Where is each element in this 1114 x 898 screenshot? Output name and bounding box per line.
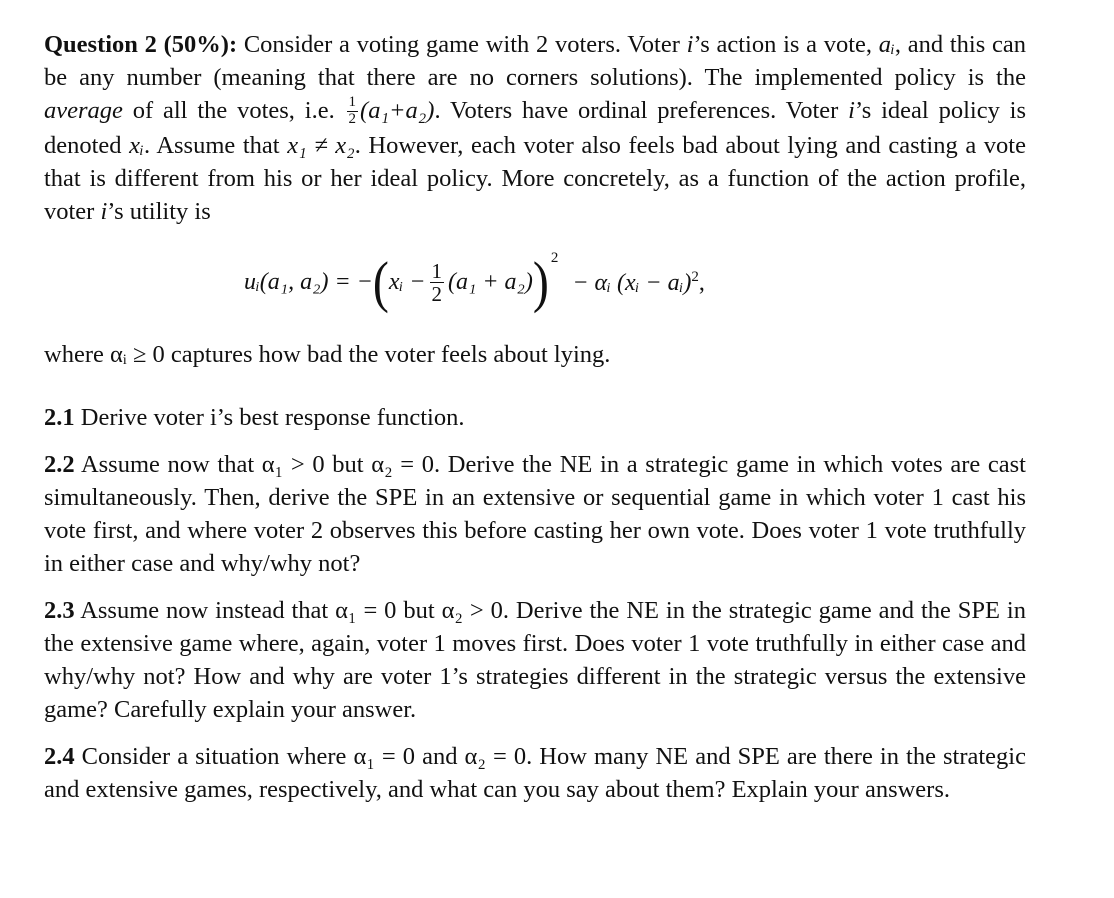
- eq-frac-den: 2: [431, 282, 442, 307]
- math-a-i: aᵢ: [878, 31, 895, 58]
- eq-rhs-text: − αᵢ (xᵢ − aᵢ): [572, 269, 692, 296]
- part-2-2: [44, 448, 1026, 580]
- part-number: 2.3: [44, 596, 75, 624]
- utility-equation: [44, 228, 1026, 338]
- intro-text-8: . However, each voter also feels bad about lying and casting a vote that is different from his or her ideal policy. More concretely, as a function of the action profile, voter: [44, 131, 1026, 225]
- math-x-neq: x₁ ≠ x₂: [287, 131, 355, 159]
- eq-fraction: [430, 260, 445, 305]
- eq-open-paren: (: [372, 250, 389, 314]
- part-text: Assume now instead that α₁ = 0 but α₂ > 0. Derive the NE in the strategic game and the SPE in the extensive game where, again, voter 1 moves first. Does voter 1 vote truthfully in either case and why/why not? How and why are voter 1’s strategies different in the strategic versus the extensive game? Carefully explain your answer.: [44, 596, 1026, 723]
- intro-text-3: , and this can be any number (meaning that there are no corners solutions). The implemented policy is the: [44, 31, 1026, 91]
- eq-close-paren: ): [532, 250, 549, 314]
- part-2-3: [44, 594, 1026, 726]
- eq-inner-start: xᵢ −: [388, 269, 426, 296]
- avg-expr: (a₁+a₂): [360, 97, 435, 124]
- intro-text-5: . Voters have ordinal preferences. Voter: [434, 97, 849, 124]
- avg-fraction: [347, 95, 359, 128]
- eq-inner-end: (a₁ + a₂): [448, 269, 533, 296]
- part-2-1: [44, 401, 1026, 434]
- intro-text-4: of all the votes, i.e.: [122, 97, 345, 124]
- intro-text-2: ’s action is a vote,: [693, 31, 879, 58]
- part-number: 2.4: [44, 742, 75, 770]
- avg-frac-num: 1: [348, 94, 357, 111]
- part-2-4: [44, 740, 1026, 806]
- document-page: [44, 28, 1026, 806]
- part-text: Consider a situation where α₁ = 0 and α₂ = 0. How many NE and SPE are there in the strategic and extensive games, respectively, and what can you say about them? Explain your answers.: [44, 742, 1026, 803]
- math-i: i: [686, 31, 694, 58]
- part-number: 2.1: [44, 403, 75, 431]
- eq-rhs: [572, 269, 705, 297]
- eq-frac-num: 1: [431, 259, 442, 284]
- where-line: where αᵢ ≥ 0 captures how bad the voter feels about lying.: [44, 340, 611, 368]
- math-x-i: xᵢ: [129, 131, 144, 159]
- eq-rhs-exponent: 2: [691, 268, 699, 285]
- eq-rhs-end: ,: [698, 269, 705, 296]
- math-i-2: i: [848, 97, 855, 124]
- average-emphasis: average: [44, 97, 123, 124]
- avg-frac-den: 2: [348, 110, 357, 127]
- eq-lhs: [244, 269, 373, 296]
- intro-text-7: . Assume that: [143, 131, 288, 159]
- intro-text-9: ’s utility is: [107, 197, 211, 225]
- eq-exponent: 2: [550, 250, 559, 267]
- question-intro: [44, 28, 1026, 228]
- part-text: Derive voter i’s best response function.: [74, 403, 465, 431]
- part-text: Assume now that α₁ > 0 but α₂ = 0. Derive the NE in a strategic game in which votes are cast simultaneously. Then, derive the SPE in an extensive or sequential game in which voter 1 cast his vote first, and where voter 2 observes this before casting her own vote. Does voter 1 vote truthfully in either case and why/why not?: [44, 450, 1026, 577]
- intro-text-1: Consider a voting game with 2 voters. Voter: [237, 31, 687, 58]
- eq-lhs-text: uᵢ(a₁, a₂) = −: [244, 269, 373, 296]
- part-number: 2.2: [44, 450, 75, 478]
- intro-text-6: ’s ideal policy is denoted: [44, 97, 1026, 159]
- math-i-3: i: [100, 197, 108, 225]
- question-heading: Question 2 (50%):: [44, 31, 238, 58]
